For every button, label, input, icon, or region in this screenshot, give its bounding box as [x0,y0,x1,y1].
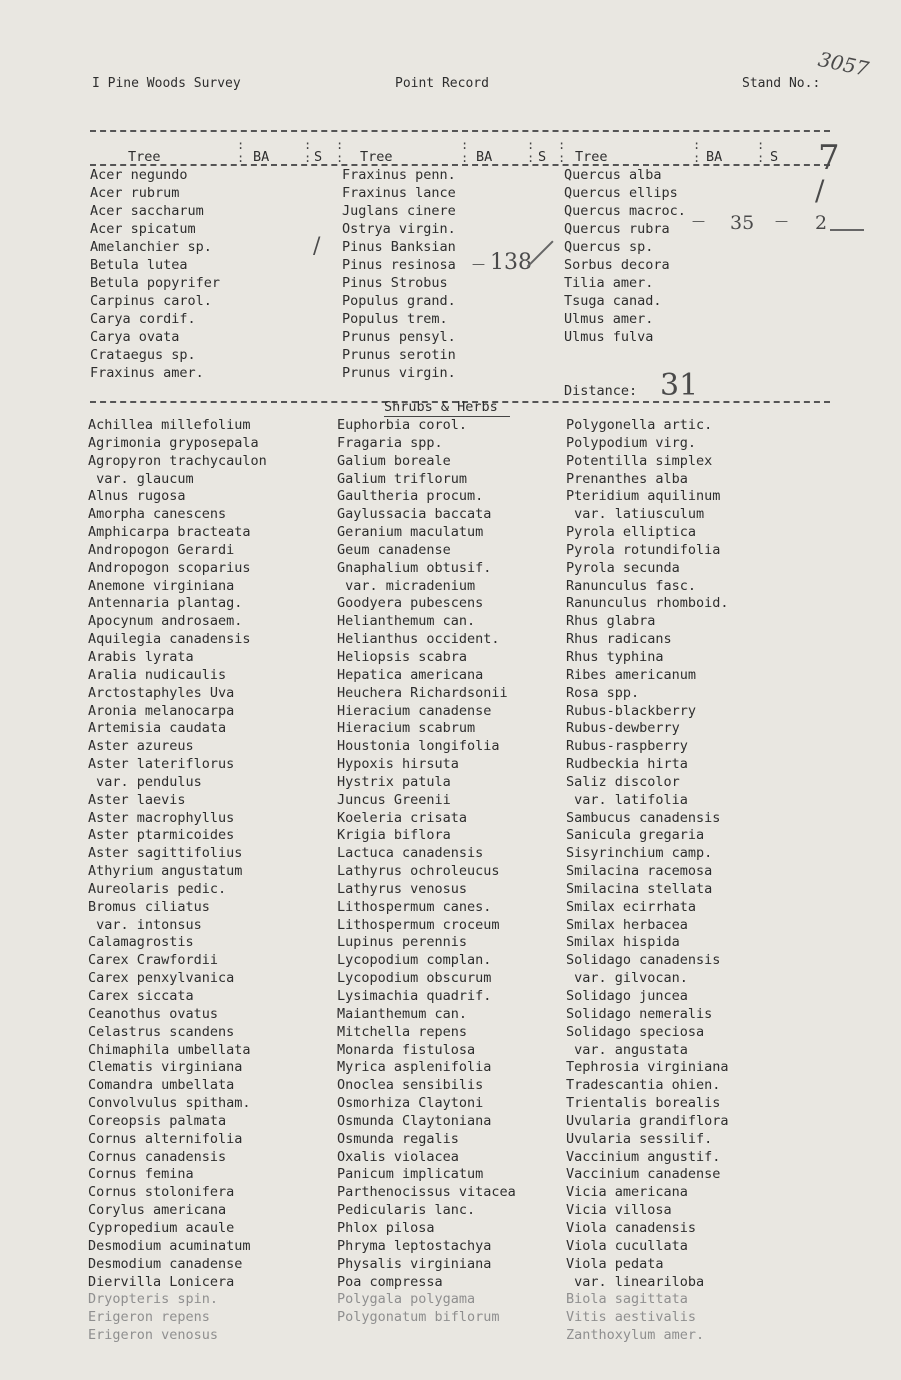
species-entry: Tephrosia virginiana [566,1059,729,1076]
species-entry: Artemisia caudata [88,720,227,737]
species-entry: Carya cordif. [90,311,196,327]
species-entry: Arctostaphyles Uva [88,684,235,701]
handwritten-rubra-ba: 35 [730,212,755,234]
species-entry: Pteridium aquilinum [566,488,721,505]
species-entry: Ranunculus rhomboid. [566,595,729,612]
species-entry: Polygala polygama [337,1291,476,1308]
form-title: Point Record [395,76,489,91]
species-entry: Lycopodium complan. [337,952,492,969]
species-entry: Achillea millefolium [88,417,251,433]
handwritten-tail-line [830,229,864,231]
species-entry: Potentilla simplex [566,452,713,469]
col-header-s-1: S [314,149,323,165]
species-entry: Desmodium canadense [88,1255,243,1272]
colon-separator: : [558,151,566,165]
species-entry: Mitchella repens [337,1023,468,1040]
species-entry: var. intonsus [88,916,202,933]
species-entry: Solidago nemeralis [566,1005,713,1022]
species-entry: Alnus rugosa [88,488,186,505]
species-entry: Rhus radicans [566,631,672,648]
species-entry: Cornus femina [88,1166,194,1183]
handwritten-resinosa-ba: 138 [490,250,532,275]
species-entry: Betula lutea [90,257,188,273]
species-entry: Smilacina racemosa [566,863,713,880]
tree-column-3 [564,166,686,346]
species-entry: Tradescantia ohien. [566,1077,721,1094]
distance-value-handwritten: 31 [660,368,699,403]
species-entry: Chimaphila umbellata [88,1041,251,1058]
species-entry: Pinus Banksian [342,239,456,255]
colon-separator: : [237,138,245,152]
species-entry: Krigia biflora [337,827,451,844]
species-entry: Parthenocissus vitacea [337,1184,516,1201]
herbs-column-1 [88,417,267,1345]
species-entry: Arabis lyrata [88,648,194,665]
species-entry: Maianthemum can. [337,1005,468,1022]
species-entry: Pinus Strobus [342,275,448,291]
species-entry: Erigeron venosus [88,1327,219,1344]
species-entry: Populus grand. [342,293,456,309]
species-entry: Quercus alba [564,167,662,183]
species-entry: Vaccinium canadense [566,1166,721,1183]
species-entry: Convolvulus spitham. [88,1095,251,1112]
colon-separator: : [527,138,535,152]
handwritten-rubra-s: 2 [815,212,828,234]
col-header-s-2: S [538,149,547,165]
species-entry: Pinus resinosa [342,257,456,273]
species-entry: Vicia americana [566,1184,688,1201]
handwritten-dash-2: — [775,214,788,229]
species-entry: Carex penxylvanica [88,970,235,987]
species-entry: Heliopsis scabra [337,648,468,665]
herbs-column-2 [337,417,516,1327]
species-entry: Coreopsis palmata [88,1112,227,1129]
distance-label: Distance: [564,383,638,399]
species-entry: Polygonella artic. [566,417,713,433]
species-entry: Ribes americanum [566,666,697,683]
species-entry: Diervilla Lonicera [88,1273,235,1290]
species-entry: var. latiusculum [566,506,705,523]
tree-column-1 [90,166,220,382]
col-header-ba-3: BA [706,149,723,165]
species-entry: Prunus serotin [342,347,456,363]
species-entry: Osmunda regalis [337,1130,459,1147]
species-entry: Pyrola elliptica [566,524,697,541]
species-entry: Helianthemum can. [337,613,476,630]
survey-title: I Pine Woods Survey [92,76,241,91]
species-entry: Aquilegia canadensis [88,631,251,648]
species-entry: Sambucus canadensis [566,809,721,826]
colon-separator: : [693,138,701,152]
species-entry: Carex siccata [88,988,194,1004]
species-entry: Desmodium acuminatum [88,1237,251,1254]
species-entry: Solidago speciosa [566,1023,705,1040]
species-entry: Anemone virginiana [88,577,235,594]
species-entry: Pedicularis lanc. [337,1202,476,1219]
species-entry: Fraxinus lance [342,185,456,201]
species-entry: Trientalis borealis [566,1095,721,1112]
species-entry: var. linearilobа [566,1273,705,1290]
species-entry: var. angustata [566,1041,688,1058]
species-entry: Prunus virgin. [342,365,456,381]
species-entry: Prunus pensyl. [342,329,456,345]
species-entry: Vicia villosa [566,1202,672,1219]
col-header-tree-1: Tree [128,149,161,165]
species-entry: Cornus alternifolia [88,1130,243,1147]
species-entry: Populus trem. [342,311,448,327]
handwritten-slash-ellips: / [815,174,825,207]
species-entry: Onoclea sensibilis [337,1077,484,1094]
species-entry: Amelanchier sp. [90,239,212,255]
species-entry: Erigeron repens [88,1309,210,1326]
species-entry: Pyrola rotundifolia [566,541,721,558]
species-entry: Rosa spp. [566,684,640,701]
species-entry: Osmorhiza Claytoni [337,1095,484,1112]
species-entry: Apocynum androsaem. [88,613,243,630]
top-dashed-rule [90,130,830,132]
species-entry: Clematis virginiana [88,1059,243,1076]
handwritten-slash-banksian: / [313,234,321,259]
species-entry: Hieracium canadense [337,702,492,719]
species-entry: Biola sagittata [566,1291,688,1308]
species-entry: Ulmus amer. [564,311,654,327]
species-entry: Cornus canadensis [88,1148,227,1165]
species-entry: Aster lateriflorus [88,756,235,773]
species-entry: Euphorbia corol. [337,417,468,433]
species-entry: Galium triflorum [337,470,468,487]
species-entry: Aralia nudicaulis [88,666,227,683]
species-entry: Athyrium angustatum [88,863,243,880]
species-entry: Bromus ciliatus [88,898,210,915]
species-entry: Aster azureus [88,738,194,755]
species-entry: Goodyera pubescens [337,595,484,612]
colon-separator: : [304,138,312,152]
species-entry: Houstonia longifolia [337,738,500,755]
species-entry: Lupinus perennis [337,934,468,951]
species-entry: Monarda fistulosa [337,1041,476,1058]
species-entry: Saliz discolor [566,773,680,790]
species-entry: Pyrola secunda [566,559,680,576]
species-entry: Comandra umbellata [88,1077,235,1094]
species-entry: Hystrix patula [337,773,451,790]
species-entry: Betula popyrifer [90,275,221,291]
colon-separator: : [461,138,469,152]
species-entry: Crataegus sp. [90,347,196,363]
species-entry: Uvularia sessilif. [566,1130,713,1147]
species-entry: Ceanothus ovatus [88,1005,219,1022]
species-entry: Lactuca canadensis [337,845,484,862]
species-entry: Lithospermum canes. [337,898,492,915]
species-entry: var. micradenium [337,577,476,594]
species-entry: Geum canadense [337,541,451,558]
species-entry: Quercus sp. [564,239,654,255]
species-entry: Fraxinus amer. [90,365,204,381]
species-entry: Cypropedium acaule [88,1219,235,1236]
species-entry: Myrica asplenifolia [337,1059,492,1076]
species-entry: Rubus-blackberry [566,702,697,719]
species-entry: Juncus Greenii [337,791,451,808]
species-entry: Smilacina stellata [566,880,713,897]
species-entry: Ranunculus fasc. [566,577,697,594]
species-entry: Acer saccharum [90,203,204,219]
species-entry: var. glaucum [88,470,194,487]
species-entry: Ostrya virgin. [342,221,456,237]
species-entry: Solidago juncea [566,988,688,1004]
species-entry: Polypodium virg. [566,434,697,451]
species-entry: Prenanthes alba [566,470,688,487]
species-entry: var. gilvocan. [566,970,688,987]
species-entry: Koeleria crisata [337,809,468,826]
handwritten-seven: 7 [818,138,840,178]
handwritten-dash-3: — [472,257,485,272]
col-header-ba-1: BA [253,149,270,165]
tree-column-2 [342,166,456,382]
species-entry: Hepatica americana [337,666,484,683]
species-entry: Phlox pilosa [337,1219,435,1236]
species-entry: Smilax herbacea [566,916,688,933]
species-entry: Vaccinium angustif. [566,1148,721,1165]
colon-separator: : [757,151,765,165]
species-entry: Amphicarpa bracteata [88,524,251,541]
species-entry: Uvularia grandiflora [566,1112,729,1129]
species-entry: Rudbeckia hirta [566,756,688,773]
colon-separator: : [558,138,566,152]
species-entry: Viola canadensis [566,1219,697,1236]
species-entry: Hieracium scabrum [337,720,476,737]
colon-separator: : [336,151,344,165]
species-entry: Galium boreale [337,452,451,469]
species-entry: Dryopteris spin. [88,1291,219,1308]
species-entry: Carpinus carol. [90,293,212,309]
species-entry: Polygonatum biflorum [337,1309,500,1326]
herbs-column-3 [566,417,729,1345]
species-entry: Acer negundo [90,167,188,183]
species-entry: Tilia amer. [564,275,654,291]
species-entry: Amorpha canescens [88,506,227,523]
handwritten-dash-1: — [692,214,705,229]
species-entry: Juglans cinere [342,203,456,219]
species-entry: Rubus-raspberry [566,738,688,755]
species-entry: Lycopodium obscurum [337,970,492,987]
species-entry: Gaylussacia baccata [337,506,492,523]
shrubs-herbs-heading: Shrubs & Herbs [384,399,498,415]
species-entry: Andropogon scoparius [88,559,251,576]
species-entry: Sisyrinchium camp. [566,845,713,862]
species-entry: Acer rubrum [90,185,180,201]
species-entry: Celastrus scandens [88,1023,235,1040]
col-header-tree-2: Tree [360,149,393,165]
species-entry: Carex Crawfordii [88,952,219,969]
species-entry: Aster laevis [88,791,186,808]
species-entry: Tsuga canad. [564,293,662,309]
species-entry: Gnaphalium obtusif. [337,559,492,576]
species-entry: Smilax hispida [566,934,680,951]
species-entry: Acer spicatum [90,221,196,237]
species-entry: Sorbus decora [564,257,670,273]
species-entry: Smilax ecirrhata [566,898,697,915]
species-entry: Geranium maculatum [337,524,484,541]
species-entry: Osmunda Claytoniana [337,1112,492,1129]
species-entry: Aster macrophyllus [88,809,235,826]
species-entry: Lathyrus venosus [337,880,468,897]
species-entry: Viola pedata [566,1255,664,1272]
col-header-tree-3: Tree [575,149,608,165]
species-entry: Rhus typhina [566,648,664,665]
colon-separator: : [757,138,765,152]
species-entry: Carya ovata [90,329,180,345]
species-entry: Cornus stolonifera [88,1184,235,1201]
species-entry: Heuchera Richardsonii [337,684,508,701]
stand-number-handwritten: 3057 [816,46,871,82]
stand-label: Stand No.: [742,76,821,91]
colon-separator: : [461,151,469,165]
species-entry: Calamagrostis [88,934,194,951]
species-entry: Quercus rubra [564,221,670,237]
colon-separator: : [693,151,701,165]
species-entry: Lathyrus ochroleucus [337,863,500,880]
colon-separator: : [527,151,535,165]
species-entry: Lysimachia quadrif. [337,988,492,1004]
colon-separator: : [336,138,344,152]
species-entry: Zanthoxylum amer. [566,1327,705,1344]
species-entry: Panicum implicatum [337,1166,484,1183]
species-entry: Lithospermum croceum [337,916,500,933]
species-entry: Agrimonia gryposepala [88,434,259,451]
species-entry: Hypoxis hirsuta [337,756,459,773]
species-entry: Vitis aestivalis [566,1309,697,1326]
colon-separator: : [304,151,312,165]
species-entry: Antennaria plantag. [88,595,243,612]
species-entry: Ulmus fulva [564,329,654,345]
colon-separator: : [237,151,245,165]
species-entry: Viola cucullata [566,1237,688,1254]
species-entry: Rubus-dewberry [566,720,680,737]
species-entry: Aster sagittifolius [88,845,243,862]
species-entry: Agropyron trachycaulon [88,452,267,469]
species-entry: Andropogon Gerardi [88,541,235,558]
species-entry: Corylus americana [88,1202,227,1219]
species-entry: Oxalis violacea [337,1148,459,1165]
species-entry: var. latifolia [566,791,688,808]
species-entry: Phryma leptostachya [337,1237,492,1254]
species-entry: Solidago canadensis [566,952,721,969]
species-entry: Poa compressa [337,1273,443,1290]
species-entry: Quercus macroc. [564,203,686,219]
col-header-s-3: S [770,149,779,165]
species-entry: Gaultheria procum. [337,488,484,505]
species-entry: Aster ptarmicoides [88,827,235,844]
species-entry: Aureolaris pedic. [88,880,227,897]
species-entry: var. pendulus [88,773,202,790]
species-entry: Sanicula gregaria [566,827,705,844]
species-entry: Physalis virginiana [337,1255,492,1272]
species-entry: Helianthus occident. [337,631,500,648]
species-entry: Aronia melanocarpa [88,702,235,719]
species-entry: Fraxinus penn. [342,167,456,183]
species-entry: Quercus ellips [564,185,678,201]
col-header-ba-2: BA [476,149,493,165]
species-entry: Fragaria spp. [337,434,443,451]
species-entry: Rhus glabra [566,613,656,630]
